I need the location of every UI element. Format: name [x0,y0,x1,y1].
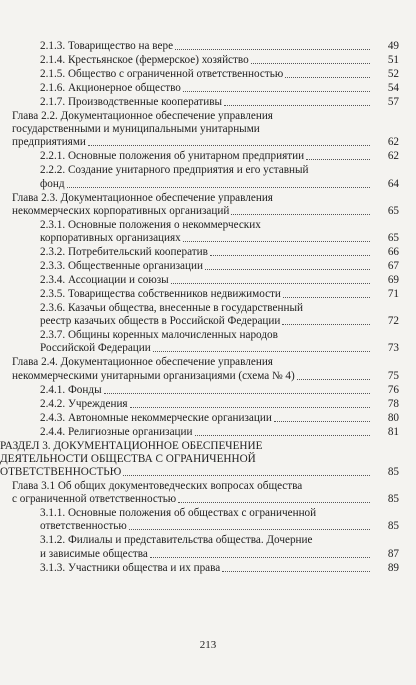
toc-page-number: 80 [387,411,399,424]
toc-entry-text: 3.1.2. Филиалы и представительства общества. Дочерние [40,534,313,547]
toc-page-number: 51 [387,54,399,66]
dot-leader [183,91,370,92]
toc-page-number: 73 [387,342,399,355]
toc-page-number: 81 [387,425,399,438]
toc-entry-last-line [12,136,372,149]
toc-entry-text: 2.4.2. Учреждения [40,397,128,410]
toc-entry-text: 3.1.1. Основные положения об обществах с ограниченной [40,507,317,520]
toc-entry-last-line [40,40,372,53]
toc-page-number: 66 [387,246,399,258]
toc-entry-text: ответственностью [40,520,127,533]
toc-entry-text: с ограниченной ответственностью [12,493,177,506]
toc-entry-text: ДЕЯТЕЛЬНОСТИ ОБЩЕСТВА С ОГРАНИЧЕННОЙ [0,452,256,465]
toc-page-number: 54 [387,82,399,94]
toc-entry-text: 2.3.3. Общественные организации [40,260,203,272]
toc-entry-last-line [12,493,372,506]
dot-leader [153,351,370,352]
toc-entry-last-line [40,54,372,67]
toc-entry-text: государственными и муниципальными унитарными [12,123,260,136]
toc-entry-text: 2.1.7. Производственные кооперативы [40,96,223,108]
dot-leader [88,145,370,146]
toc-entry-last-line [12,205,372,218]
toc-entry-text: предприятиями [12,136,86,149]
toc-entry-text: 2.3.6. Казачьи общества, внесенные в государственный [40,302,303,314]
toc-entry-text: и зависимые общества [40,547,148,560]
dot-leader [67,187,370,188]
toc-entry-last-line [12,370,372,383]
toc-entry-last-line [40,68,372,81]
toc-entry-text: Глава 3.1 Об общих документоведческих вопросах общества [12,480,303,492]
dot-leader [231,214,370,215]
toc-entry-last-line [40,315,372,328]
toc-entry-text: 2.1.4. Крестьянское (фермерское) хозяйство [40,54,249,66]
toc-page-number: 85 [387,465,399,478]
toc-page-number: 76 [387,383,399,396]
toc-page-number: 78 [387,397,399,410]
toc-page-number: 89 [387,561,399,574]
toc-page-number: 85 [387,520,399,533]
toc-entry-text: 2.1.5. Общество с ограниченной ответственностью [40,68,284,80]
toc-entry-last-line [40,232,372,245]
toc-entry-last-line [40,82,372,95]
toc-entry-text: 2.3.2. Потребительский кооператив [40,246,208,258]
toc-entry-last-line [40,150,372,163]
toc-entry-last-line [40,412,372,425]
dot-leader [274,421,370,422]
toc-entry-text: Глава 2.2. Документационное обеспечение управления [12,110,273,122]
toc-entry-last-line [40,260,372,273]
toc-entry-text: фонд [40,177,65,190]
toc-entry-text: Глава 2.4. Документационное обеспечение управления [12,356,273,369]
toc-page-number: 69 [387,274,399,286]
toc-entry-text: 2.3.1. Основные положения о некоммерческих [40,218,261,231]
dot-leader [175,49,370,50]
dot-leader [297,379,370,380]
toc-entry-last-line [40,426,372,439]
dot-leader [222,571,370,572]
toc-entry-text: 2.4.4. Религиозные организации [40,425,193,438]
dot-leader [195,435,371,436]
toc-entry-text: реестр казачьих обществ в Российской Федерации [40,315,281,328]
page-number: 213 [199,639,217,651]
toc-page-number: 62 [387,136,399,149]
toc-entry-text: корпоративных организациях [40,231,181,244]
toc-entry-last-line [40,342,372,355]
toc-page-number: 87 [387,547,399,560]
toc-entry-last-line [0,466,372,479]
toc-entry-text: 2.3.7. Общины коренных малочисленных народов [40,329,278,342]
dot-leader [205,269,370,270]
toc-page-number: 62 [387,150,399,163]
toc-page-number: 85 [387,493,399,506]
toc-entry-last-line [40,520,372,533]
toc-entry-last-line [40,178,372,191]
dot-leader [129,529,370,530]
dot-leader [123,475,370,476]
dot-leader [283,297,370,298]
toc-page-number: 65 [387,231,399,244]
toc-entry-text: Российской Федерации [40,342,151,355]
dot-leader [171,283,370,284]
toc-entry-text: 2.1.6. Акционерное общество [40,82,181,94]
toc-entry-text: 2.2.2. Создание унитарного предприятия и его уставный [40,164,309,177]
toc-entry-text: 2.3.4. Ассоциации и союзы [40,274,169,286]
toc-entry-last-line [40,548,372,561]
dot-leader [104,393,370,394]
toc-page-number: 67 [387,260,399,272]
toc-entry-last-line [40,246,372,259]
toc-page-number: 49 [387,40,399,52]
toc-page-number: 57 [387,96,399,108]
toc-page-number: 65 [387,204,399,217]
toc-entry-last-line [40,384,372,397]
dot-leader [150,557,370,558]
toc-entry-last-line [40,96,372,109]
toc-entry-text: Глава 2.3. Документационное обеспечение управления [12,191,273,204]
toc-page-number: 75 [387,369,399,382]
toc-entry-last-line [40,562,372,575]
toc-entry-text: 2.4.1. Фонды [40,383,102,396]
dot-leader [285,77,370,78]
toc-entry-text: 2.3.5. Товарищества собственников недвижимости [40,288,281,300]
toc-entry-text: некоммерческими унитарными организациями (схема № 4) [12,369,295,382]
toc-page-number: 52 [387,68,399,80]
dot-leader [306,159,370,160]
toc-page-number: 72 [387,315,399,328]
dot-leader [178,502,370,503]
toc-entry-text: 2.2.1. Основные положения об унитарном предприятии [40,150,305,163]
dot-leader [210,255,370,256]
toc-page-number: 64 [387,177,399,190]
toc-entry-last-line [40,398,372,411]
toc-entry-last-line [40,288,372,301]
toc-entry-text: 3.1.3. Участники общества и их права [40,561,221,574]
toc-entry-text: 2.4.3. Автономные некоммерческие организации [40,411,272,424]
dot-leader [183,241,370,242]
dot-leader [251,63,370,64]
dot-leader [224,105,370,106]
toc-page-number: 71 [387,288,399,300]
toc-entry-text: РАЗДЕЛ 3. ДОКУМЕНТАЦИОННОЕ ОБЕСПЕЧЕНИЕ [0,439,263,452]
dot-leader [130,407,370,408]
toc-entry-text: некоммерческих корпоративных организаций [12,204,230,217]
toc-entry-text: ОТВЕТСТВЕННОСТЬЮ [0,465,122,478]
toc-entry-text: 2.1.3. Товарищество на вере [40,40,174,52]
dot-leader [282,324,370,325]
toc-entry-last-line [40,274,372,287]
